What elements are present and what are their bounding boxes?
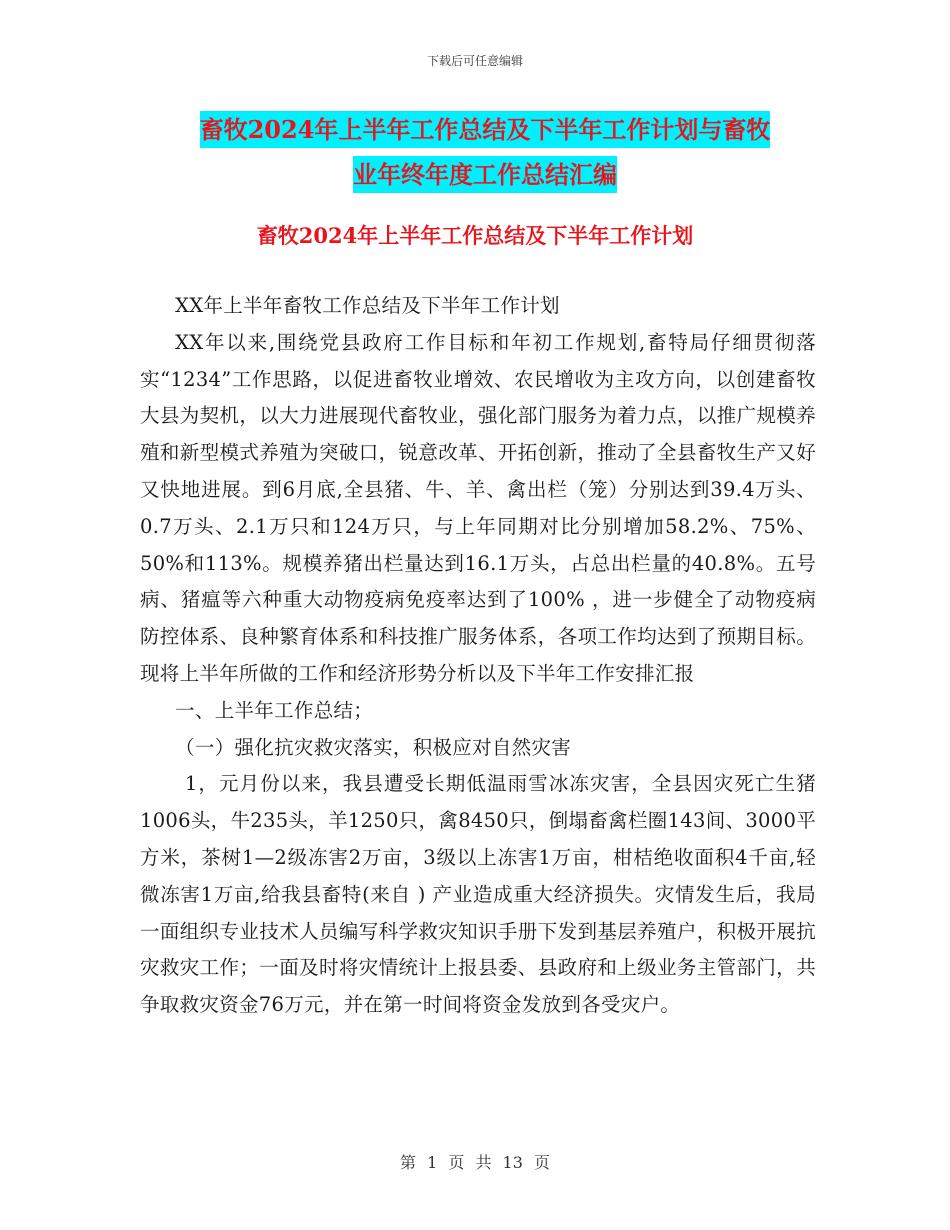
page-footer: 第 1 页 共 13 页 bbox=[400, 1153, 550, 1172]
paragraph-disaster: 1，元月份以来，我县遭受长期低温雨雪冰冻灾害，全县因灾死亡生猪1006头，牛235头，羊1250只，禽8450只，倒塌畜禽栏圈143间、3000平方米，茶树1—2级冻害2万亩，3级以上冻害1万亩，柑桔绝收面积4千亩,轻微冻害1万亩,给我县畜特(来自 ) 产业造成重大经济损失。灾情发生后，我局一面组织专业技术人员编写科学救灾知识手册下发到基层养殖户，积极开展抗灾救灾工作；一面及时将灾情统计上报县委、县政府和上级业务主管部门，共争取救灾资金76万元，并在第一时间将资金发放到各受灾户。 bbox=[140, 772, 816, 1017]
paragraph-intro: XX年以来,围绕党县政府工作目标和年初工作规划,畜特局仔细贯彻落实“1234”工作思路，以促进畜牧业增效、农民增收为主攻方向，以创建畜牧大县为契机，以大力进展现代畜牧业，强化部门服务为着力点，以推广规模养殖和新型模式养殖为突破口，锐意改革、开拓创新，推动了全县畜牧生产又好又快地进展。到6月底,全县猪、牛、羊、禽出栏（笼）分别达到39.4万头、0.7万头、2.1万只和124万只，与上年同期对比分别增加58.2%、75%、50%和113%。规模养猪出栏量达到16.1万头，占总出栏量的40.8%。五号病、猪瘟等六种重大动物疫病免疫率达到了100% ，进一步健全了动物疫病防控体系、良种繁育体系和科技推广服务体系，各项工作均达到了预期目标。现将上半年所做的工作和经济形势分析以及下半年工作安排汇报 bbox=[140, 330, 816, 685]
paragraph-section-one: 一、上半年工作总结； bbox=[175, 698, 374, 722]
title-line-2-text: 业年终年度工作总结汇编 bbox=[353, 156, 617, 193]
document-title-line-2 bbox=[140, 147, 830, 203]
title-line-1-text: 畜牧2024年上半年工作总结及下半年工作计划与畜牧 bbox=[200, 111, 771, 148]
paragraph-heading: XX年上半年畜牧工作总结及下半年工作计划 bbox=[175, 294, 560, 317]
section-title: 畜牧2024年上半年工作总结及下半年工作计划 bbox=[256, 223, 694, 248]
paragraph-subsection-one: （一）强化抗灾救灾落实，积极应对自然灾害 bbox=[175, 735, 572, 759]
header-note: 下载后可任意编辑 bbox=[426, 54, 523, 68]
body-text bbox=[140, 288, 816, 1024]
